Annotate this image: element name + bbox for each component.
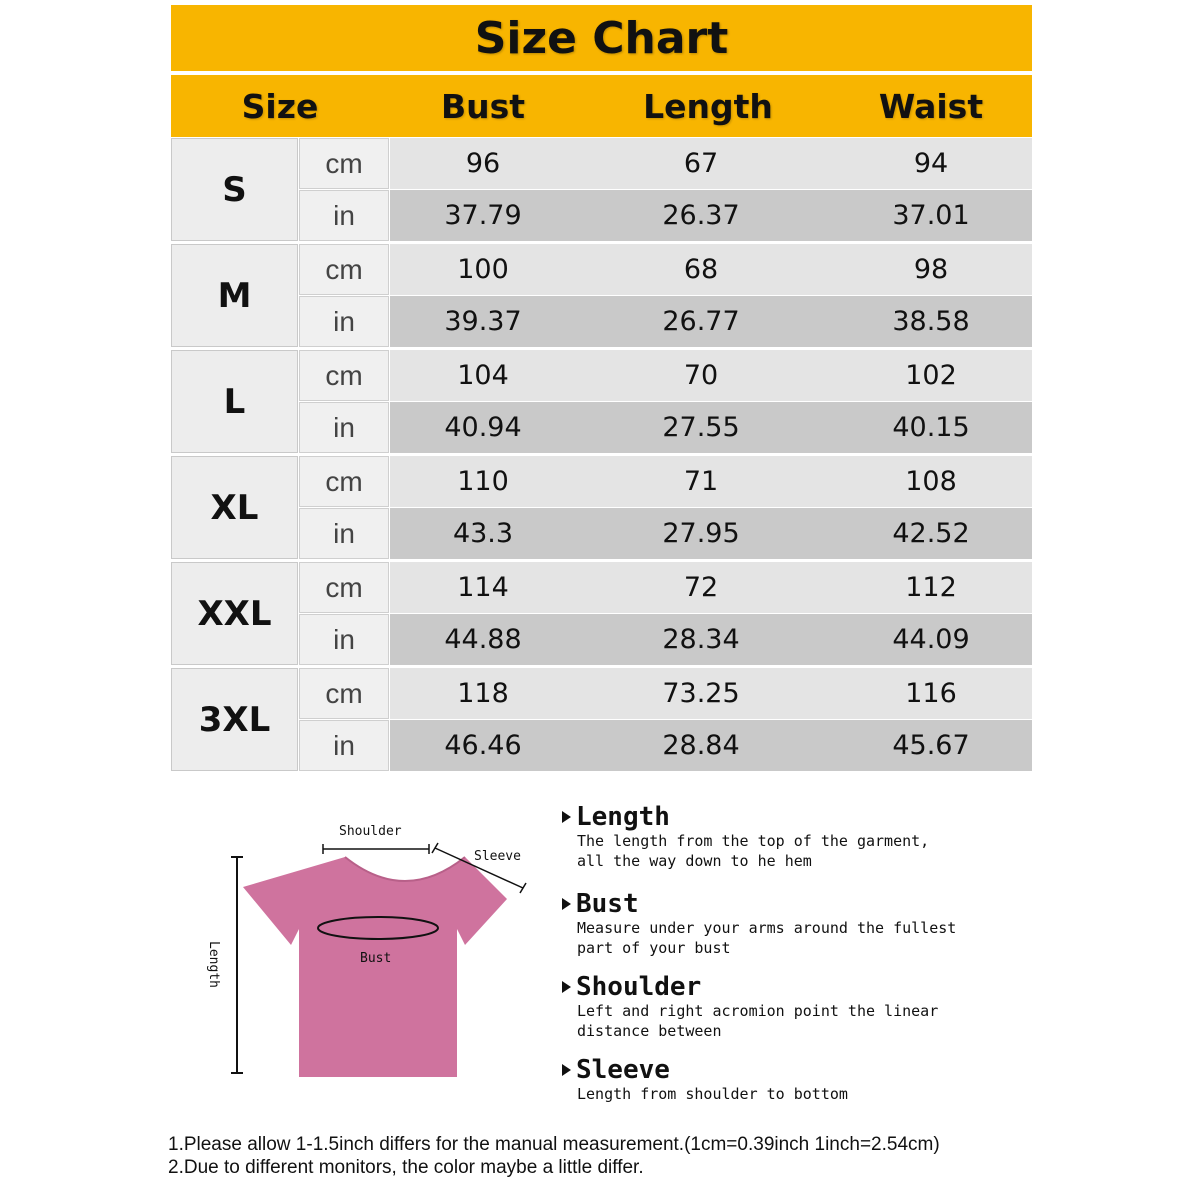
bust-in-value: 39.37 (444, 306, 522, 337)
unit-in-label: in (299, 296, 389, 347)
length-cm-value: 71 (683, 466, 719, 497)
arrow-right-icon (562, 811, 571, 823)
unit-in-label: in (299, 614, 389, 665)
waist-in-value: 40.15 (892, 412, 970, 443)
size-chart-title-bar (171, 5, 1032, 71)
waist-cm-value: 98 (913, 254, 949, 285)
length-cm-value: 72 (683, 572, 719, 603)
size-label: 3XL (171, 668, 298, 771)
shoulder-label: Shoulder (339, 824, 402, 839)
sleeve-measure-tick-bottom (520, 883, 526, 893)
bust-cm-value: 100 (457, 254, 509, 285)
unit-cm-label: cm (299, 244, 389, 295)
note-title-row (562, 1056, 1032, 1084)
note-line: Left and right acromion point the linear (577, 1002, 939, 1020)
header-waist: Waist (878, 86, 984, 126)
footer-note-1: 1.Please allow 1-1.5inch differs for the manual measurement.(1cm=0.39inch 1inch=2.54cm) (168, 1134, 940, 1155)
table-header-row (171, 75, 1032, 137)
length-cm-value: 70 (683, 360, 719, 391)
length-in-value: 27.95 (662, 518, 740, 549)
size-row-block (171, 138, 1032, 241)
cm-values-row (390, 456, 1032, 507)
size-label: L (171, 350, 298, 453)
waist-cm-value: 94 (913, 148, 949, 179)
unit-cm-label: cm (299, 456, 389, 507)
waist-in-value: 37.01 (892, 200, 970, 231)
bust-in-value: 43.3 (452, 518, 514, 549)
size-table (171, 138, 1032, 774)
sleeve-label: Sleeve (474, 849, 521, 864)
size-row-block (171, 456, 1032, 559)
waist-cm-value: 116 (905, 678, 957, 709)
waist-cm-value: 108 (905, 466, 957, 497)
in-values-row (390, 614, 1032, 665)
note-title: Sleeve (576, 1055, 670, 1085)
waist-in-value: 44.09 (892, 624, 970, 655)
arrow-right-icon (562, 1064, 571, 1076)
size-row-block (171, 244, 1032, 347)
unit-cm-label: cm (299, 562, 389, 613)
waist-in-value: 45.67 (892, 730, 970, 761)
header-length: Length (643, 86, 773, 126)
note-shoulder (562, 973, 1032, 1041)
bust-in-value: 44.88 (444, 624, 522, 655)
tshirt-body (243, 857, 507, 1077)
sleeve-measure-tick-top (432, 843, 438, 853)
size-label: XXL (171, 562, 298, 665)
unit-in-label: in (299, 720, 389, 771)
in-values-row (390, 296, 1032, 347)
bust-cm-value: 110 (457, 466, 509, 497)
length-cm-value: 73.25 (662, 678, 740, 709)
bust-in-value: 37.79 (444, 200, 522, 231)
unit-in-label: in (299, 508, 389, 559)
note-sleeve (562, 1056, 1032, 1104)
arrow-right-icon (562, 898, 571, 910)
length-in-value: 28.84 (662, 730, 740, 761)
note-length (562, 803, 1032, 871)
size-label: S (171, 138, 298, 241)
note-line: distance between (577, 1022, 722, 1040)
size-chart-title: Size Chart (474, 12, 729, 64)
size-row-block (171, 562, 1032, 665)
note-title: Bust (576, 889, 639, 919)
length-in-value: 26.77 (662, 306, 740, 337)
size-label: XL (171, 456, 298, 559)
header-size: Size (241, 86, 319, 126)
cm-values-row (390, 244, 1032, 295)
note-line: part of your bust (577, 939, 731, 957)
in-values-row (390, 508, 1032, 559)
length-in-value: 27.55 (662, 412, 740, 443)
in-values-row (390, 402, 1032, 453)
size-row-block (171, 668, 1032, 771)
note-line: Length from shoulder to bottom (577, 1085, 848, 1103)
waist-cm-value: 102 (905, 360, 957, 391)
note-title-row (562, 803, 1032, 831)
cm-values-row (390, 668, 1032, 719)
in-values-row (390, 720, 1032, 771)
note-line: Measure under your arms around the fullest (577, 919, 957, 937)
unit-cm-label: cm (299, 668, 389, 719)
footer-note-2: 2.Due to different monitors, the color maybe a little differ. (168, 1157, 644, 1178)
bust-in-value: 46.46 (444, 730, 522, 761)
length-in-value: 28.34 (662, 624, 740, 655)
note-title-row (562, 973, 1032, 1001)
waist-in-value: 38.58 (892, 306, 970, 337)
unit-in-label: in (299, 402, 389, 453)
length-cm-value: 68 (683, 254, 719, 285)
unit-cm-label: cm (299, 350, 389, 401)
note-bust (562, 890, 1032, 958)
note-title: Shoulder (576, 972, 702, 1002)
waist-in-value: 42.52 (892, 518, 970, 549)
tshirt-diagram (195, 815, 535, 1090)
cm-values-row (390, 562, 1032, 613)
size-row-block (171, 350, 1032, 453)
waist-cm-value: 112 (905, 572, 957, 603)
cm-values-row (390, 138, 1032, 189)
note-line: The length from the top of the garment, (577, 832, 930, 850)
in-values-row (390, 190, 1032, 241)
note-title: Length (576, 802, 670, 832)
note-line: all the way down to he hem (577, 852, 812, 870)
header-bust: Bust (440, 86, 526, 126)
cm-values-row (390, 350, 1032, 401)
bust-cm-value: 114 (457, 572, 509, 603)
bust-cm-value: 118 (457, 678, 509, 709)
bust-in-value: 40.94 (444, 412, 522, 443)
length-label: Length (205, 941, 221, 988)
note-title-row (562, 890, 1032, 918)
bust-label: Bust (360, 951, 392, 966)
unit-in-label: in (299, 190, 389, 241)
unit-cm-label: cm (299, 138, 389, 189)
size-label: M (171, 244, 298, 347)
length-in-value: 26.37 (662, 200, 740, 231)
arrow-right-icon (562, 981, 571, 993)
bust-cm-value: 96 (465, 148, 501, 179)
bust-cm-value: 104 (457, 360, 509, 391)
length-cm-value: 67 (683, 148, 719, 179)
